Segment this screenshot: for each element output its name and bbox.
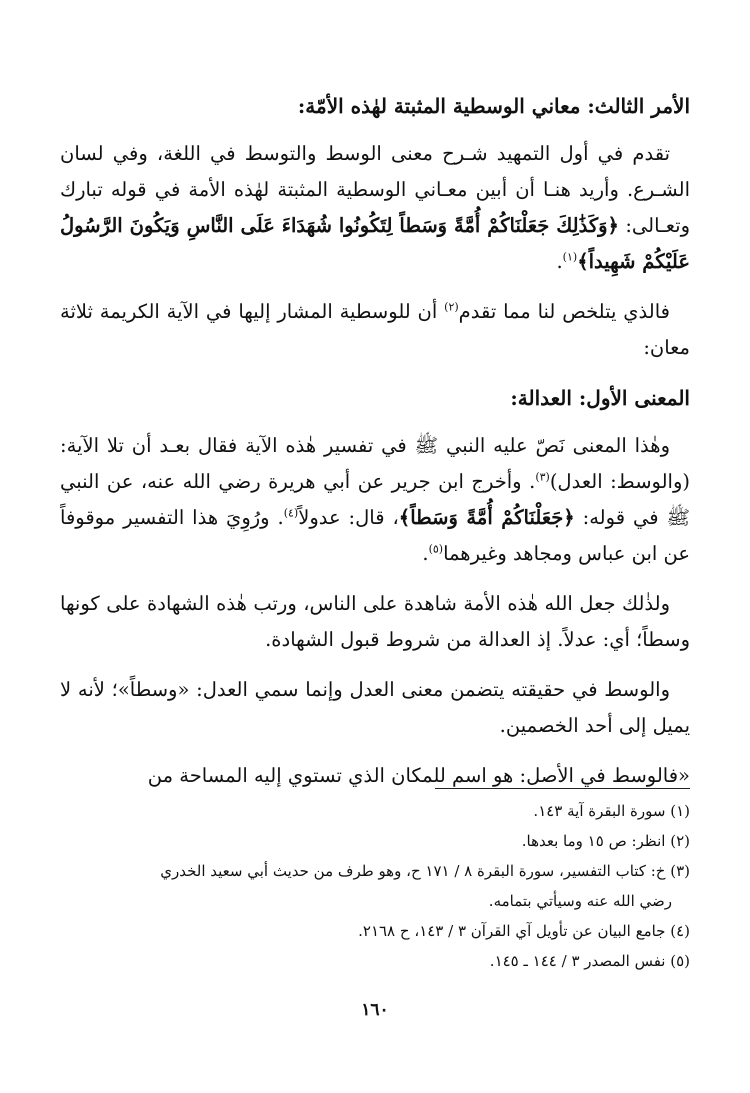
footnote-ref-3: (٣) — [535, 470, 550, 484]
paragraph-4: ولذٰلك جعل الله هٰذه الأمة شاهدة على الناس، ورتب هٰذه الشهادة على كونها وسطاً؛ أي: عدلاً. إذ العدالة من شروط قبول الشهادة. — [60, 592, 690, 651]
footnote-ref-2: (٢) — [444, 300, 459, 314]
footnote-ref-1: (١) — [562, 250, 578, 264]
paragraph-3-text-b: . وأخرج ابن جرير عن أبي هريرة رضي الله عنه، عن النبي ﷺ في قوله: — [60, 470, 691, 529]
paragraph-2-text-b: أن للوسطية المشار إليها في الآية الكريمة ثلاثة معان: — [60, 300, 690, 359]
footnote-divider — [435, 788, 690, 789]
paragraph-2 — [60, 294, 690, 366]
footnote-ref-5: (٥) — [428, 542, 444, 556]
footnote-ref-4: (٤) — [283, 506, 299, 520]
footnote-5: (٥) نفس المصدر ٣ / ١٤٤ ـ ١٤٥. — [489, 952, 690, 970]
footnote-3-continued: رضي الله عنه وسيأتي بتمامه. — [488, 892, 672, 910]
subheading-justice: المعنى الأول: العدالة: — [510, 386, 690, 410]
quran-verse-1: ﴿وَكَذَٰلِكَ جَعَلْنَاكُمْ أُمَّةً وَسَطاً لِتَكُونُوا شُهَدَاءَ عَلَى النَّاسِ وَيَكُونَ الرَّسُولُ عَلَيْكُمْ شَهِيداً﴾ — [60, 214, 690, 273]
footnote-1: (١) سورة البقرة آية ١٤٣. — [533, 802, 690, 820]
quran-verse-2: ﴿جَعَلْنَاكُمْ أُمَّةً وَسَطاً﴾ — [398, 506, 575, 529]
footnotes — [60, 796, 690, 976]
paragraph-3-text-a: وهٰذا المعنى نَصّ عليه النبي ﷺ في تفسير هٰذه الآية فقال بعـد أن تلا الآية: (والوسط: العدل) — [60, 434, 690, 493]
paragraph-1-text: تقدم في أول التمهيد شـرح معنى الوسط والتوسط في اللغة، وفي لسان الشـرع. وأريد هنـا أن أبين معـاني الوسطية المثبتة لهٰذه الأمة في قوله تبارك وتعـالى: — [60, 142, 690, 237]
paragraph-3-text-c: ، قال: عدولاً — [298, 506, 399, 529]
paragraph-5: والوسط في حقيقته يتضمن معنى العدل وإنما سمي العدل: «وسطاً»؛ لأنه لا يميل إلى أحد الخصمين. — [60, 678, 690, 737]
footnote-2: (٢) انظر: ص ١٥ وما بعدها. — [521, 832, 690, 850]
paragraph-3-text-d: . ورُوِيَ هذا التفسير موقوفاً عن ابن عباس ومجاهد وغيرهما — [60, 506, 690, 565]
paragraph-2-text-a: فالذي يتلخص لنا مما تقدم — [458, 300, 670, 323]
paragraph-1-end: . — [556, 250, 563, 273]
footnote-4: (٤) جامع البيان عن تأويل آي القرآن ٣ / ١٤٣، ح ٢١٦٨. — [358, 922, 690, 940]
footnote-3: (٣) خ: كتاب التفسير، سورة البقرة ٨ / ١٧١ ح، وهو طرف من حديث أبي سعيد الخدري — [160, 862, 690, 880]
paragraph-3-text-e: . — [422, 542, 429, 565]
section-heading: الأمر الثالث: معاني الوسطية المثبتة لهٰذه الأمّة: — [297, 94, 690, 118]
page-number: ١٦٠ — [361, 1000, 389, 1020]
paragraph-1 — [60, 136, 690, 280]
paragraph-3 — [60, 428, 690, 572]
main-text — [60, 88, 690, 808]
paragraph-6: «فالوسط في الأصل: هو اسم للمكان الذي تستوي إليه المساحة من — [147, 764, 690, 787]
